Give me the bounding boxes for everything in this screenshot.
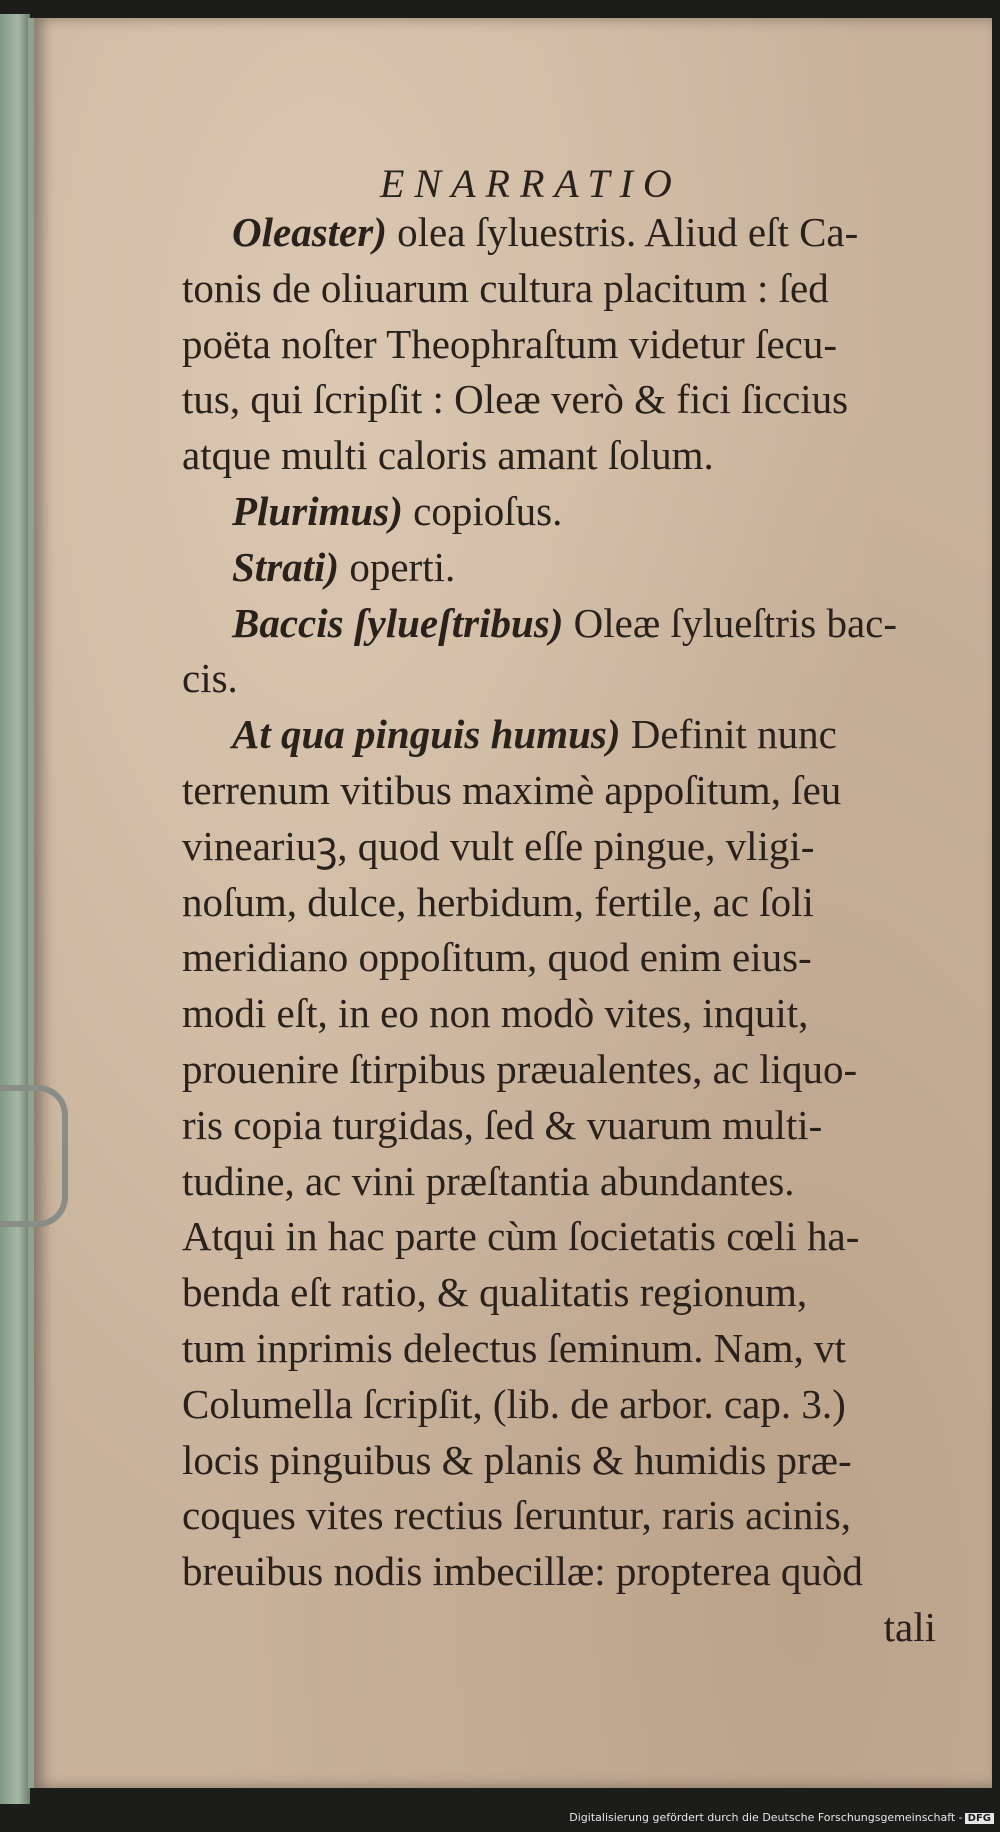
text-line (182, 707, 952, 763)
page-header: ENARRATIO (380, 161, 682, 206)
line-text: Columella ſcripſit, (lib. de arbor. cap. 3.) (182, 1380, 846, 1427)
text-line (182, 763, 952, 819)
text-line (182, 1042, 952, 1098)
catchword: tali (883, 1603, 936, 1650)
text-line (182, 1098, 952, 1154)
text-line (182, 1154, 952, 1210)
text-line (182, 317, 952, 373)
credit-text: Digitalisierung gefördert durch die Deutsche Forschungsgemeinschaft - (569, 1811, 963, 1824)
book-edge (0, 14, 30, 1804)
line-text: modi eſt, in eo non modò vites, inquit, (182, 990, 809, 1037)
text-line (182, 986, 952, 1042)
lemma: Baccis ſylueſtribus) (232, 599, 564, 646)
line-text: operti. (339, 543, 456, 590)
text-line (182, 1209, 952, 1265)
text-line (182, 428, 952, 484)
page-clasp (0, 1085, 68, 1227)
line-text: prouenire ſtirpibus præualentes, ac liquo- (182, 1045, 858, 1092)
text-line (182, 1488, 952, 1544)
line-text: tudine, ac vini præſtantia abundantes. (182, 1157, 795, 1204)
line-text: tum inprimis delectus ſeminum. Nam, vt (182, 1324, 846, 1371)
text-line (182, 1321, 952, 1377)
text-line (182, 1433, 952, 1489)
line-text: tus, qui ſcripſit : Oleæ verò & fici ſiccius (182, 376, 849, 423)
line-text: Oleæ ſylueſtris bac- (563, 599, 897, 646)
lemma: At qua pinguis humus) (232, 711, 621, 758)
dfg-logo: DFG (965, 1813, 994, 1824)
line-text: ris copia turgidas, ſed & vuarum multi- (182, 1101, 823, 1148)
digitization-credit (569, 1811, 994, 1824)
line-text: cis. (182, 655, 238, 702)
line-text: locis pinguibus & planis & humidis præ- (182, 1436, 852, 1483)
text-line (182, 819, 952, 875)
text-line (182, 484, 952, 540)
text-line (182, 596, 952, 652)
text-line (182, 205, 952, 261)
page-text (182, 205, 952, 1656)
text-line (182, 651, 952, 707)
text-line (182, 875, 952, 931)
line-text: Definit nunc (620, 711, 837, 758)
line-text: vineariuꝫ, quod vult eſſe pingue, vligi- (182, 822, 815, 869)
line-text: meridiano oppoſitum, quod enim eius- (182, 934, 812, 981)
line-text: benda eſt ratio, & qualitatis regionum, (182, 1269, 808, 1316)
line-text: olea ſyluestris. Aliud eſt Ca- (386, 209, 859, 255)
text-line (182, 1377, 952, 1433)
line-text: Atqui in hac parte cùm ſocietatis cœli ha- (182, 1213, 860, 1260)
lemma: Oleaster) (232, 209, 387, 255)
line-text: coques vites rectius ſeruntur, raris acinis, (182, 1492, 851, 1539)
line-text: copioſus. (402, 487, 563, 534)
lemma: Strati) (232, 543, 340, 590)
text-line (182, 261, 952, 317)
text-line (182, 540, 952, 596)
text-line (182, 1265, 952, 1321)
line-text: tonis de oliuarum cultura placitum : ſed (182, 264, 829, 311)
line-text: noſum, dulce, herbidum, fertile, ac ſoli (182, 878, 814, 925)
text-line (182, 930, 952, 986)
lemma: Plurimus) (232, 487, 403, 534)
text-line (182, 1544, 952, 1600)
text-line (182, 372, 952, 428)
line-text: terrenum vitibus maximè appoſitum, ſeu (182, 766, 842, 813)
line-text: atque multi caloris amant ſolum. (182, 432, 714, 479)
line-text: poëta noſter Theophraſtum videtur ſecu- (182, 320, 838, 367)
line-text: breuibus nodis imbecillæ: propterea quòd (182, 1548, 863, 1595)
